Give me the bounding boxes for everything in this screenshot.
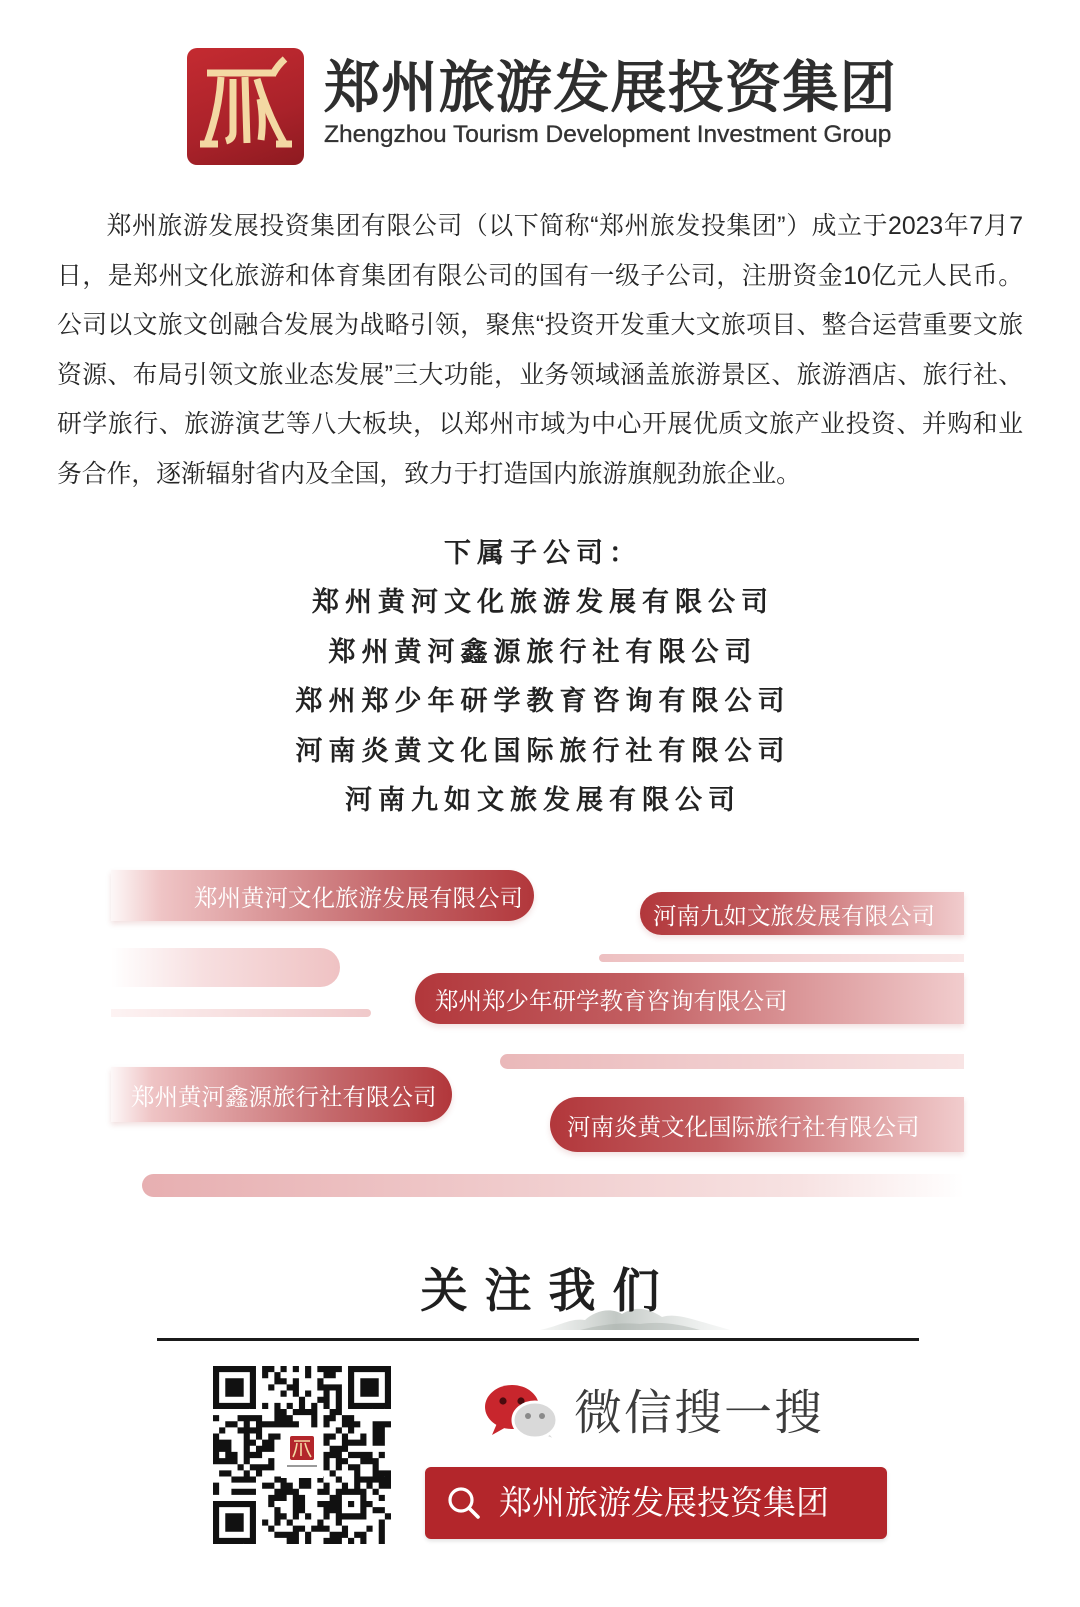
- ribbon-label: 郑州郑少年研学教育咨询有限公司: [435, 987, 788, 1014]
- search-icon: [447, 1486, 481, 1520]
- subsidiary-item: 郑州黄河文化旅游发展有限公司: [312, 587, 774, 619]
- wechat-search-button[interactable]: [425, 1467, 887, 1539]
- ribbon-banner: [550, 1097, 964, 1152]
- subsidiary-item: 河南炎黄文化国际旅行社有限公司: [295, 735, 791, 767]
- company-english-name: Zhengzhou Tourism Development Investment Group: [324, 121, 892, 148]
- intro-paragraph: 郑州旅游发展投资集团有限公司（以下简称“郑州旅发投集团”）成立于2023年7月7日，是郑州文化旅游和体育集团有限公司的国有一级子公司，注册资金10亿元人民币。公司以文旅文创融合发展为战略引领，聚焦“投资开发重大文旅项目、整合运营重要文旅资源、布局引领文旅业态发展”三大功能，业务领域涵盖旅游景区、旅游酒店、旅行社、研学旅行、旅游演艺等八大板块，以郑州市域为中心开展优质文旅产业投资、并购和业务合作，逐渐辐射省内及全国，致力于打造国内旅游旗舰劲旅企业。: [57, 213, 1023, 488]
- qr-center-logo: [281, 1432, 323, 1478]
- company-title: 郑州旅游发展投资集团: [324, 56, 897, 119]
- ribbon-banner: [111, 870, 534, 921]
- wechat-icon: [484, 1383, 560, 1441]
- ribbon-banner: [415, 973, 964, 1024]
- decorative-bar: [500, 1054, 964, 1069]
- ribbon-label: 河南九如文旅发展有限公司: [653, 902, 935, 929]
- search-button-label: 郑州旅游发展投资集团: [499, 1484, 829, 1521]
- divider: [157, 1338, 919, 1341]
- subsidiary-item: 郑州黄河鑫源旅行社有限公司: [328, 636, 758, 668]
- ribbon-label: 郑州黄河鑫源旅行社有限公司: [131, 1083, 437, 1110]
- decorative-bar: [111, 1009, 371, 1017]
- ribbon-banner: [111, 1067, 452, 1122]
- ribbon-label: 河南炎黄文化国际旅行社有限公司: [567, 1113, 920, 1140]
- subsidiaries-list: [0, 529, 1080, 825]
- decorative-bar: [599, 954, 964, 962]
- ribbon-banner: [640, 892, 964, 935]
- subsidiary-item: 河南九如文旅发展有限公司: [345, 785, 741, 817]
- wechat-search-label: 微信搜一搜: [574, 1387, 825, 1440]
- ribbon-label: 郑州黄河文化旅游发展有限公司: [194, 884, 523, 911]
- follow-us-heading: 关注我们: [420, 1264, 677, 1319]
- subsidiaries-heading: 下属子公司：: [444, 538, 642, 569]
- qr-code: [213, 1366, 391, 1544]
- decorative-bar: [111, 948, 340, 987]
- decorative-bar: [142, 1174, 964, 1197]
- logo-mark: [187, 48, 304, 165]
- zhengzhou-tourism-logo: [187, 48, 304, 165]
- subsidiary-item: 郑州郑少年研学教育咨询有限公司: [295, 686, 791, 718]
